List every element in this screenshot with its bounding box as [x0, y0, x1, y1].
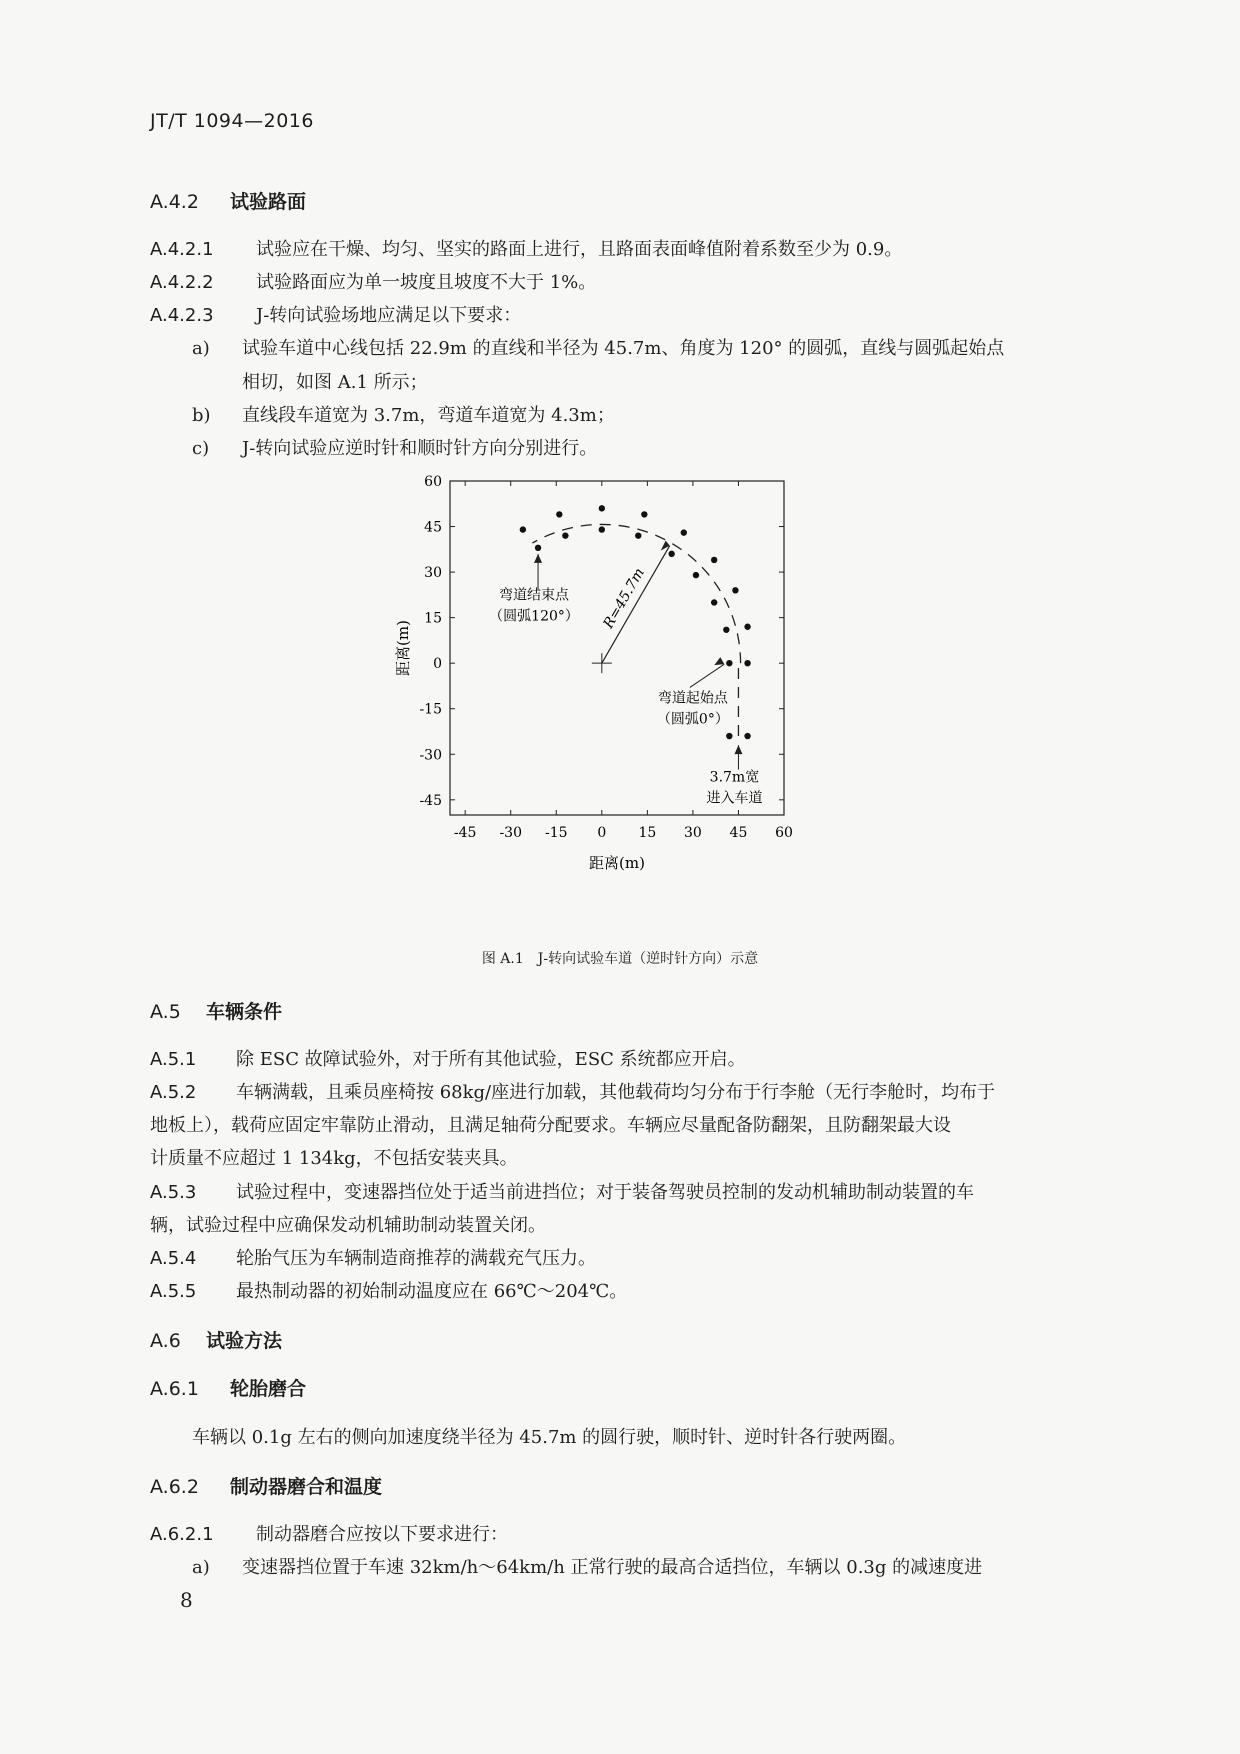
y-tick-label: -45: [419, 792, 442, 809]
y-tick-label: -15: [419, 701, 442, 718]
clause-a53-line2: 辆，试验过程中应确保发动机辅助制动装置关闭。: [150, 1215, 546, 1236]
y-tick-label: -30: [419, 747, 442, 764]
cone-point: [711, 557, 717, 563]
figure-caption: 图 A.1 J-转向试验车道（逆时针方向）示意: [481, 951, 759, 967]
x-tick-label: 60: [775, 825, 793, 841]
start-point-note: （圆弧0°）: [656, 711, 729, 728]
section-heading-a6: A.6 试验方法: [150, 1330, 283, 1352]
cone-point: [723, 627, 729, 633]
radius-label: R=45.7m: [600, 565, 648, 632]
clause-a4223: A.4.2.3 J-转向试验场地应满足以下要求：: [150, 305, 522, 326]
figure-a1-chart: [390, 470, 890, 950]
start-arrow-line: [690, 664, 724, 687]
y-tick-label: 15: [424, 610, 442, 627]
cone-point: [562, 532, 568, 538]
cone-point: [693, 572, 699, 578]
clause-a55: A.5.5 最热制动器的初始制动温度应在 66℃～204℃。: [150, 1281, 628, 1302]
cone-point: [732, 587, 738, 593]
plot-area: [394, 474, 793, 872]
clause-a52: A.5.2 车辆满载，且乘员座椅按 68kg/座进行加载，其他载荷均匀分布于行李舱（无行李舱时，均布于: [150, 1082, 996, 1103]
x-tick-label: -45: [453, 825, 477, 841]
cone-point: [599, 505, 605, 511]
cone-point: [726, 660, 732, 666]
x-tick-label: -30: [499, 825, 523, 841]
cone-point: [711, 599, 717, 605]
clause-a4222: A.4.2.2 试验路面应为单一坡度且坡度不大于 1%。: [150, 272, 597, 293]
cone-point: [744, 624, 750, 630]
x-tick-label: -15: [544, 825, 568, 841]
clause-a53: A.5.3 试验过程中，变速器挡位处于适当前进挡位；对于装备驾驶员控制的发动机辅助制动装置的车: [150, 1182, 974, 1203]
y-tick-label: 60: [424, 474, 442, 490]
standard-code-header: JT/T 1094—2016: [150, 110, 314, 132]
clause-a4221: A.4.2.1 试验应在干燥、均匀、坚实的路面上进行，且路面表面峰值附着系数至少为 0.9。: [150, 239, 903, 260]
plot-frame: [450, 481, 784, 815]
lane-entry-label: 进入车道: [706, 790, 763, 807]
cone-point: [726, 733, 732, 739]
end-arrowhead: [534, 554, 542, 563]
cone-point: [744, 733, 750, 739]
list-item-a: a) 试验车道中心线包括 22.9m 的直线和半径为 45.7m、角度为 120° 的圆弧，直线与圆弧起始点: [192, 338, 1005, 359]
clause-a51: A.5.1 除 ESC 故障试验外，对于所有其他试验，ESC 系统都应开启。: [150, 1049, 746, 1070]
list-item-c: c) J-转向试验应逆时针和顺时针方向分别进行。: [192, 438, 598, 459]
lane-width-label: 3.7m宽: [709, 769, 760, 786]
cone-point: [535, 545, 541, 551]
x-tick-label: 15: [638, 825, 657, 841]
lane-arrowhead: [734, 745, 742, 754]
cone-point: [556, 511, 562, 517]
x-tick-label: 30: [683, 825, 702, 841]
cone-point: [520, 526, 526, 532]
paragraph-a61: 车辆以 0.1g 左右的侧向加速度绕半径为 45.7m 的圆行驶，顺时针、逆时针各行驶两圈。: [192, 1427, 907, 1448]
section-heading-a61: A.6.1 轮胎磨合: [150, 1378, 307, 1400]
clause-a54: A.5.4 轮胎气压为车辆制造商推荐的满载充气压力。: [150, 1248, 596, 1269]
start-point-label: 弯道起始点: [657, 690, 728, 707]
list-item-a-continued: 相切，如图 A.1 所示；: [242, 372, 428, 393]
start-arrowhead: [714, 657, 724, 665]
x-tick-label: 0: [597, 825, 607, 841]
x-axis-label: 距离(m): [589, 854, 645, 872]
clause-a621: A.6.2.1 制动器磨合应按以下要求进行：: [150, 1524, 508, 1545]
y-tick-label: 45: [424, 519, 442, 536]
cone-point: [681, 529, 687, 535]
y-tick-label: 0: [433, 656, 442, 673]
cone-point: [744, 660, 750, 666]
section-heading-a5: A.5 车辆条件: [150, 1001, 283, 1023]
cone-point: [668, 551, 674, 557]
y-tick-label: 30: [424, 565, 442, 582]
page-number: 8: [180, 1588, 193, 1612]
section-heading-a62: A.6.2 制动器磨合和温度: [150, 1476, 383, 1498]
end-point-note: （圆弧120°）: [489, 608, 579, 625]
clause-a52-line3: 计质量不应超过 1 134kg，不包括安装夹具。: [150, 1148, 518, 1169]
list-item-b: b) 直线段车道宽为 3.7m，弯道车道宽为 4.3m；: [192, 405, 615, 426]
list-item-a621-a: a) 变速器挡位置于车速 32km/h～64km/h 正常行驶的最高合适挡位，车辆以 0.3g 的减速度进: [192, 1557, 983, 1578]
x-tick-label: 45: [729, 825, 748, 841]
cone-point: [635, 532, 641, 538]
cone-point: [599, 526, 605, 532]
y-axis-label: 距离(m): [394, 620, 412, 676]
cone-point: [641, 511, 647, 517]
section-heading-a42: A.4.2 试验路面: [150, 191, 307, 213]
end-point-label: 弯道结束点: [499, 587, 570, 604]
clause-a52-line2: 地板上），载荷应固定牢靠防止滑动，且满足轴荷分配要求。车辆应尽量配备防翻架，且防翻架最大设: [150, 1115, 951, 1136]
